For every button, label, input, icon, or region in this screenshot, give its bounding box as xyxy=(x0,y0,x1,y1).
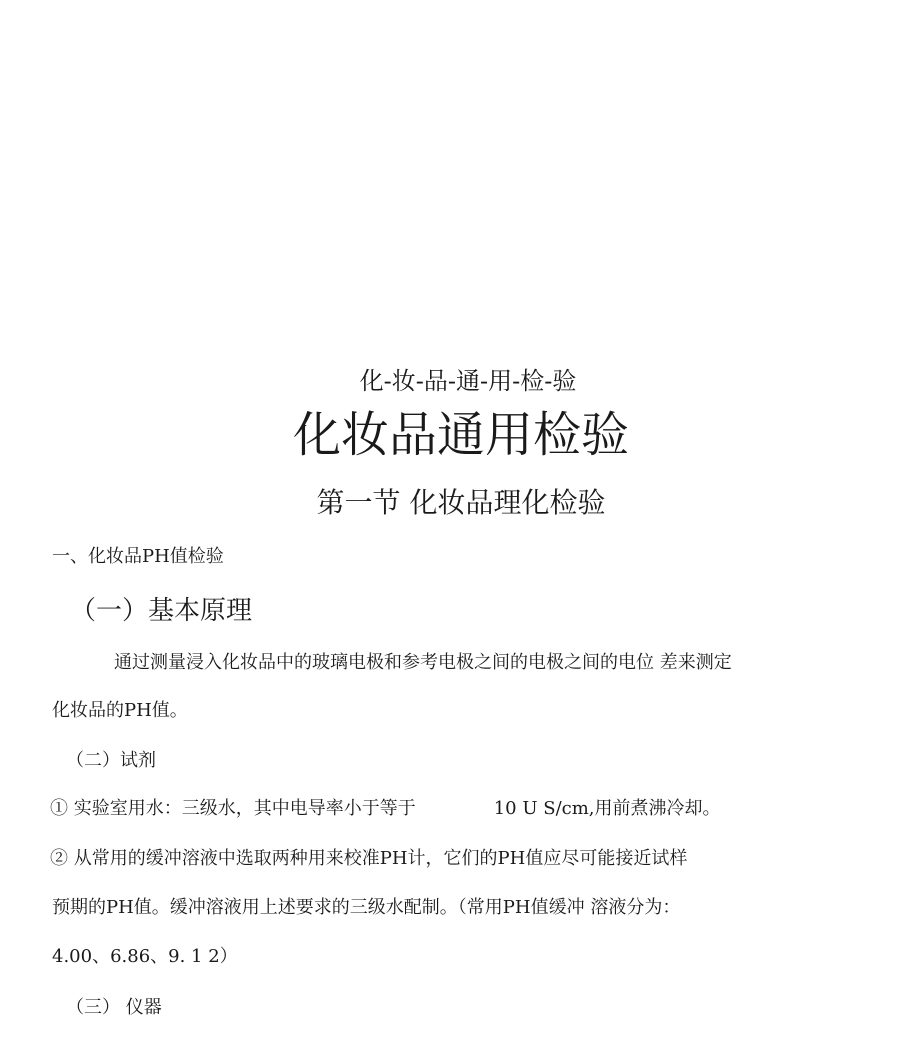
principle-paragraph-line: 化妆品的PH值。 xyxy=(52,700,188,721)
running-header: 化-妆-品-通-用-检-验 xyxy=(359,367,577,395)
reagent-item-water xyxy=(50,800,721,818)
subheading-reagents: （二）试剂 xyxy=(66,750,156,771)
document-title: 化妆品通用检验 xyxy=(292,407,629,463)
reagent-item-text: ① 实验室用水：三级水，其中电导率小于等于 xyxy=(50,798,416,819)
principle-paragraph-line: 通过测量浸入化妆品中的玻璃电极和参考电极之间的电极之间的电位 差来测定 xyxy=(114,652,732,673)
reagent-item-buffer-line: 4.00、6.86、9. 1 2） xyxy=(52,946,238,967)
heading-ph-test: 一、化妆品PH值检验 xyxy=(52,546,224,567)
section-title: 第一节 化妆品理化检验 xyxy=(316,486,606,519)
subheading-instruments: （三） 仪器 xyxy=(66,997,162,1018)
reagent-item-value: 10 U S/cm,用前煮沸冷却。 xyxy=(493,798,721,819)
subheading-principle: （一）基本原理 xyxy=(70,596,253,626)
reagent-item-buffer-line: ② 从常用的缓冲溶液中选取两种用来校准PH计，它们的PH值应尽可能接近试样 xyxy=(50,848,688,869)
reagent-item-buffer-line: 预期的PH值。缓冲溶液用上述要求的三级水配制。（常用PH值缓冲 溶液分为： xyxy=(52,897,681,918)
